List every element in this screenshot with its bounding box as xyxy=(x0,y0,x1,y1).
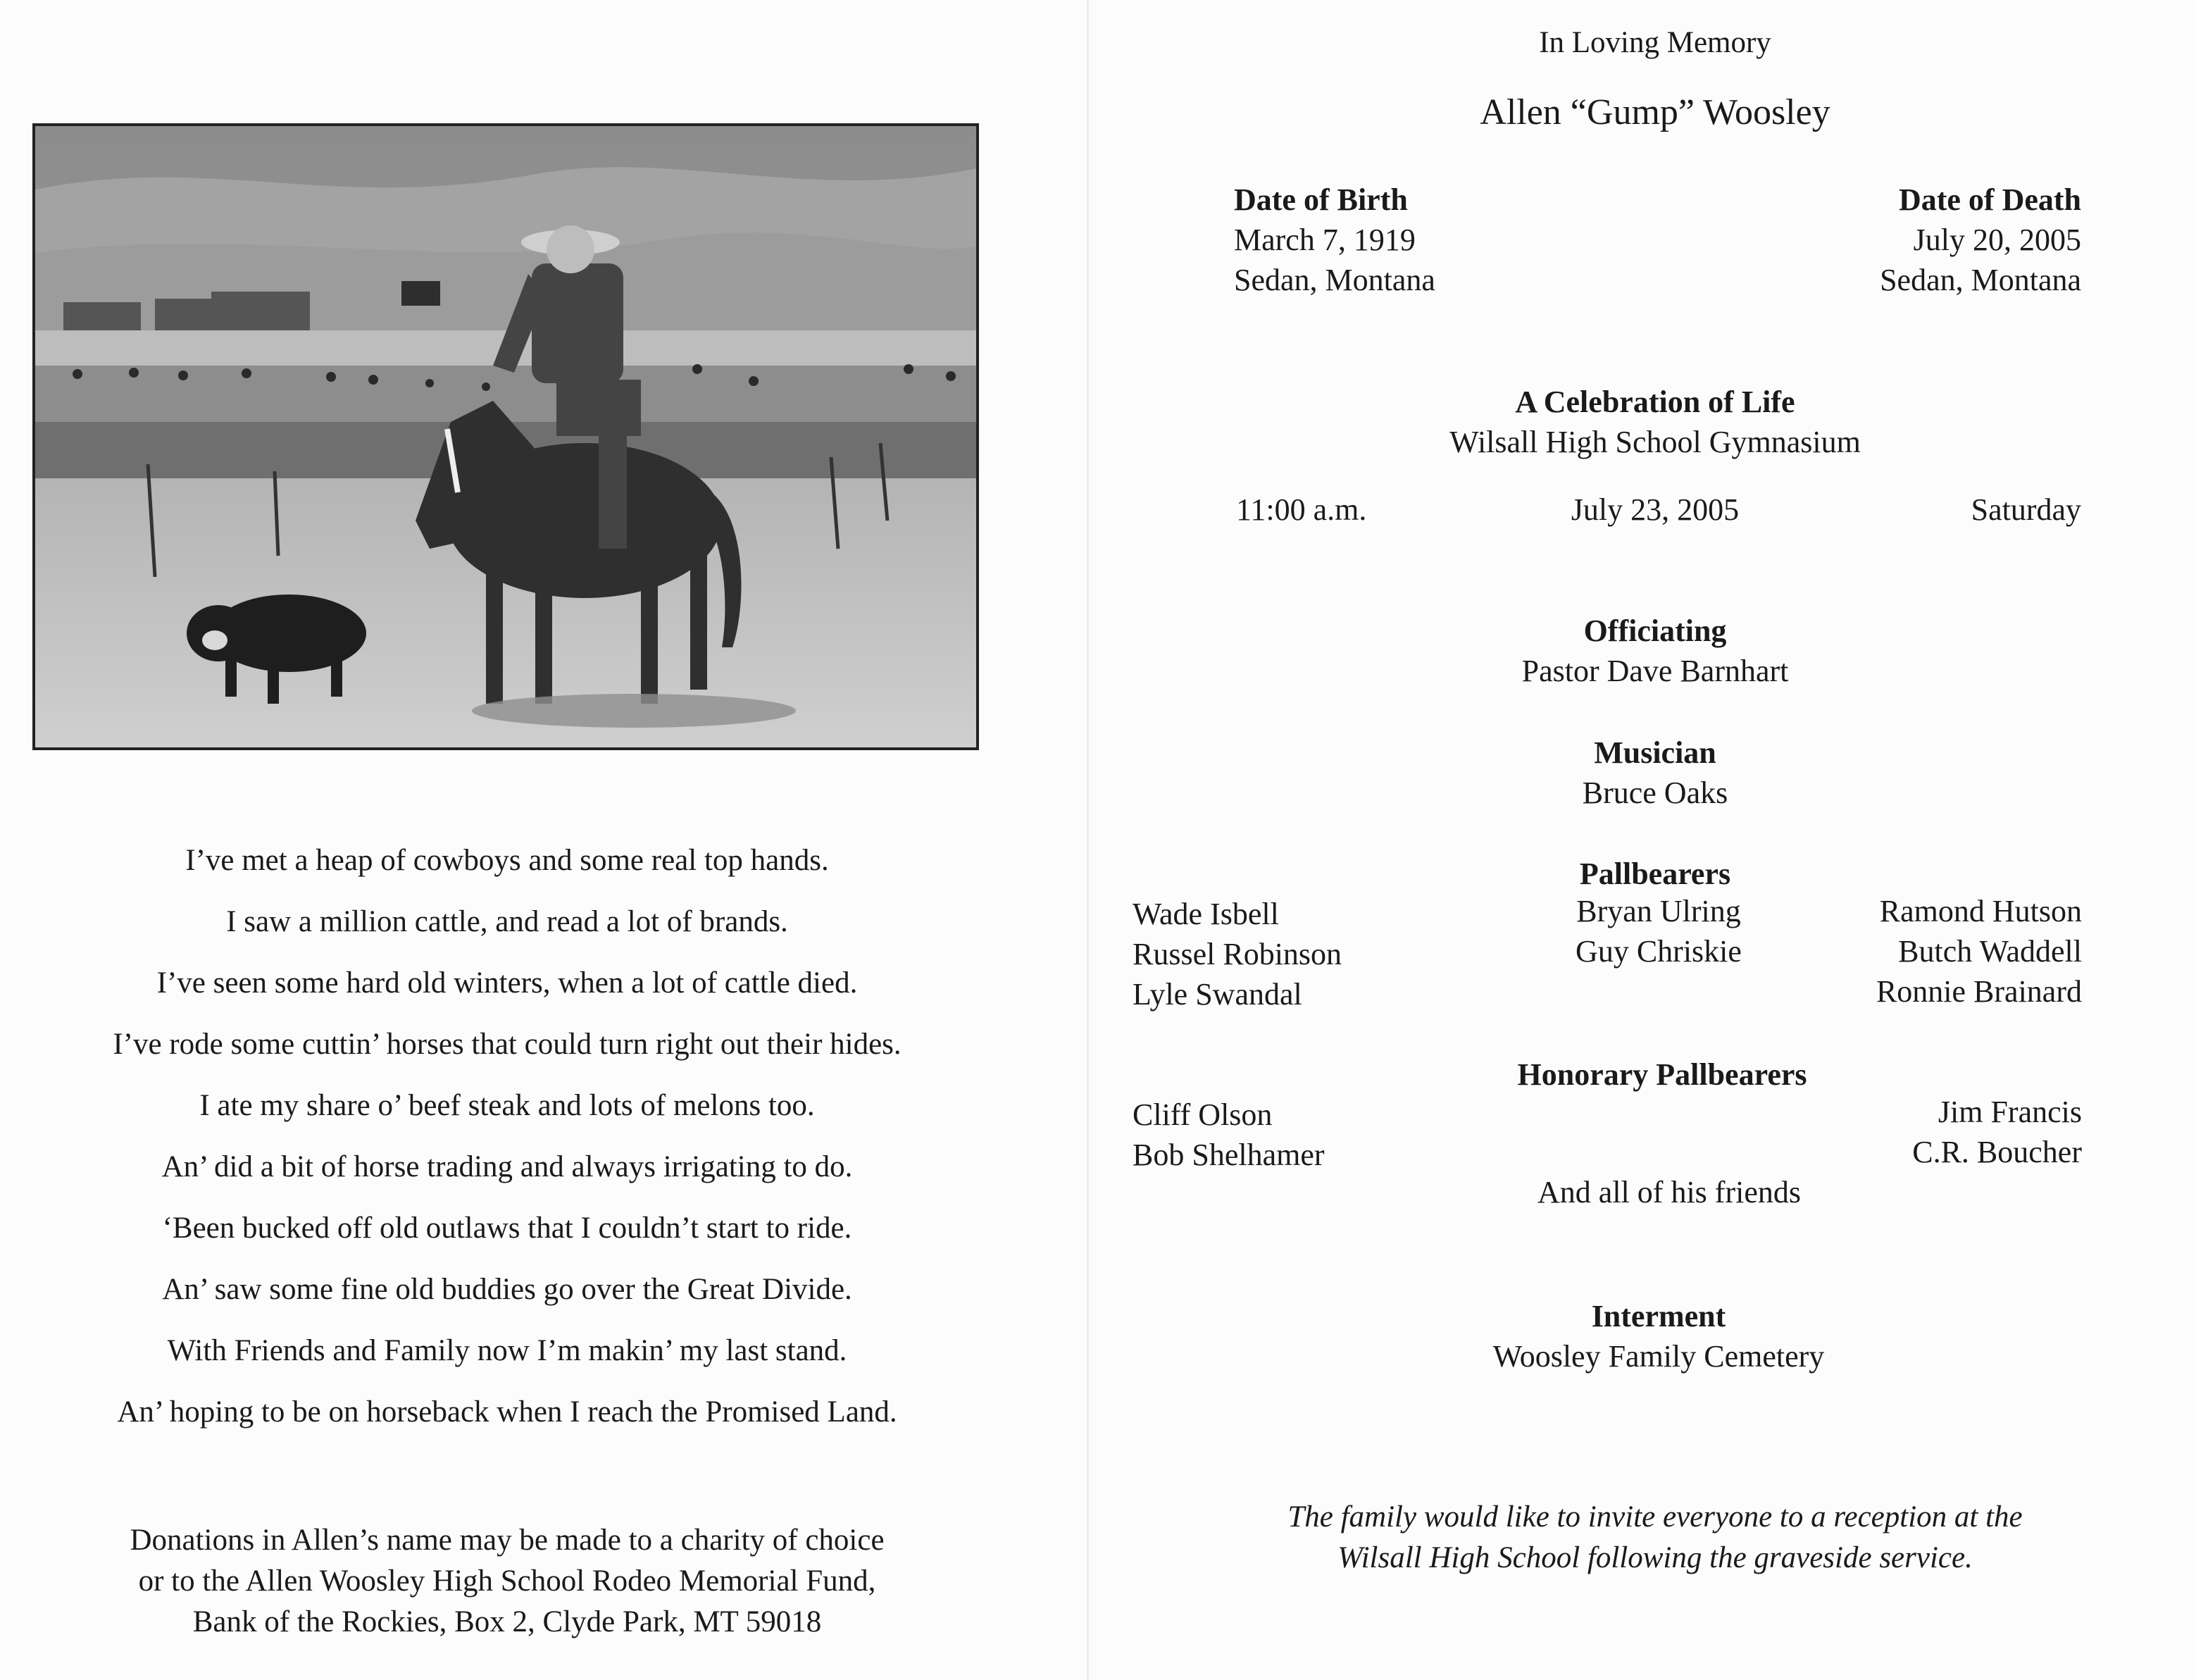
donations-note xyxy=(21,1520,993,1643)
birth-heading: Date of Birth xyxy=(1234,182,1408,217)
poem-line: An’ did a bit of horse trading and always irrigating to do. xyxy=(161,1150,853,1183)
invitation-line: The family would like to invite everyone to a reception at the xyxy=(1287,1500,2023,1533)
poem-line: With Friends and Family now I’m makin’ my last stand. xyxy=(167,1334,847,1367)
poem xyxy=(21,830,993,1443)
pallbearer-name: Butch Waddell xyxy=(1898,934,2082,969)
poem-line: I’ve rode some cuttin’ horses that could turn right out their hides. xyxy=(113,1028,902,1061)
poem-line: I saw a million cattle, and read a lot of brands. xyxy=(226,905,788,938)
officiant-name: Pastor Dave Barnhart xyxy=(1521,654,1789,688)
donations-line: Donations in Allen’s name may be made to a charity of choice xyxy=(130,1524,885,1557)
birth-place: Sedan, Montana xyxy=(1234,263,1435,297)
service-date: July 23, 2005 xyxy=(1571,492,1740,527)
pallbearer-name: Ramond Hutson xyxy=(1879,894,2082,928)
all-friends: And all of his friends xyxy=(1537,1175,1801,1209)
musician-name: Bruce Oaks xyxy=(1582,776,1728,810)
cowboy-photograph xyxy=(32,123,979,750)
service-day: Saturday xyxy=(1971,492,2081,527)
celebration-heading: A Celebration of Life xyxy=(1515,385,1795,419)
honorary-pallbearer-name: C.R. Boucher xyxy=(1912,1135,2082,1169)
honorary-pallbearer-name: Cliff Olson xyxy=(1133,1097,1273,1132)
pallbearer-name: Guy Chriskie xyxy=(1576,934,1742,969)
death-date: July 20, 2005 xyxy=(1913,223,2081,257)
poem-line: An’ hoping to be on horseback when I reach the Promised Land. xyxy=(117,1395,897,1429)
pallbearer-name: Russel Robinson xyxy=(1133,937,1342,971)
donations-line: or to the Allen Woosley High School Rodeo Memorial Fund, xyxy=(138,1564,876,1598)
officiating-heading: Officiating xyxy=(1583,614,1727,648)
poem-line: I ate my share o’ beef steak and lots of melons too. xyxy=(199,1089,815,1122)
interment-heading: Interment xyxy=(1591,1299,1726,1333)
deceased-name: Allen “Gump” Woosley xyxy=(1480,92,1830,132)
death-place: Sedan, Montana xyxy=(1880,263,2081,297)
invitation-line: Wilsall High School following the graveside service. xyxy=(1337,1541,1973,1574)
poem-line: I’ve met a heap of cowboys and some real top hands. xyxy=(185,844,829,877)
reception-invitation xyxy=(1183,1497,2127,1579)
pallbearers-heading: Pallbearers xyxy=(1579,857,1731,891)
death-heading: Date of Death xyxy=(1898,182,2081,217)
pallbearer-name: Wade Isbell xyxy=(1133,897,1279,931)
page-fold xyxy=(1087,0,1089,1680)
poem-line: I’ve seen some hard old winters, when a lot of cattle died. xyxy=(156,966,858,1000)
celebration-venue: Wilsall High School Gymnasium xyxy=(1449,425,1861,459)
pallbearer-name: Bryan Ulring xyxy=(1576,894,1741,928)
donations-line: Bank of the Rockies, Box 2, Clyde Park, MT 59018 xyxy=(192,1605,822,1638)
honorary-heading: Honorary Pallbearers xyxy=(1517,1057,1807,1092)
poem-line: An’ saw some fine old buddies go over the Great Divide. xyxy=(162,1273,852,1306)
service-time: 11:00 a.m. xyxy=(1236,492,1367,527)
pallbearer-name: Ronnie Brainard xyxy=(1876,974,2082,1009)
honorary-pallbearer-name: Bob Shelhamer xyxy=(1133,1138,1325,1172)
interment-place: Woosley Family Cemetery xyxy=(1492,1339,1825,1374)
in-loving-memory: In Loving Memory xyxy=(1539,26,1771,59)
birth-date: March 7, 1919 xyxy=(1234,223,1416,257)
poem-line: ‘Been bucked off old outlaws that I couldn’t start to ride. xyxy=(162,1212,852,1245)
pallbearer-name: Lyle Swandal xyxy=(1133,977,1302,1012)
musician-heading: Musician xyxy=(1594,735,1716,770)
honorary-pallbearer-name: Jim Francis xyxy=(1938,1095,2082,1129)
